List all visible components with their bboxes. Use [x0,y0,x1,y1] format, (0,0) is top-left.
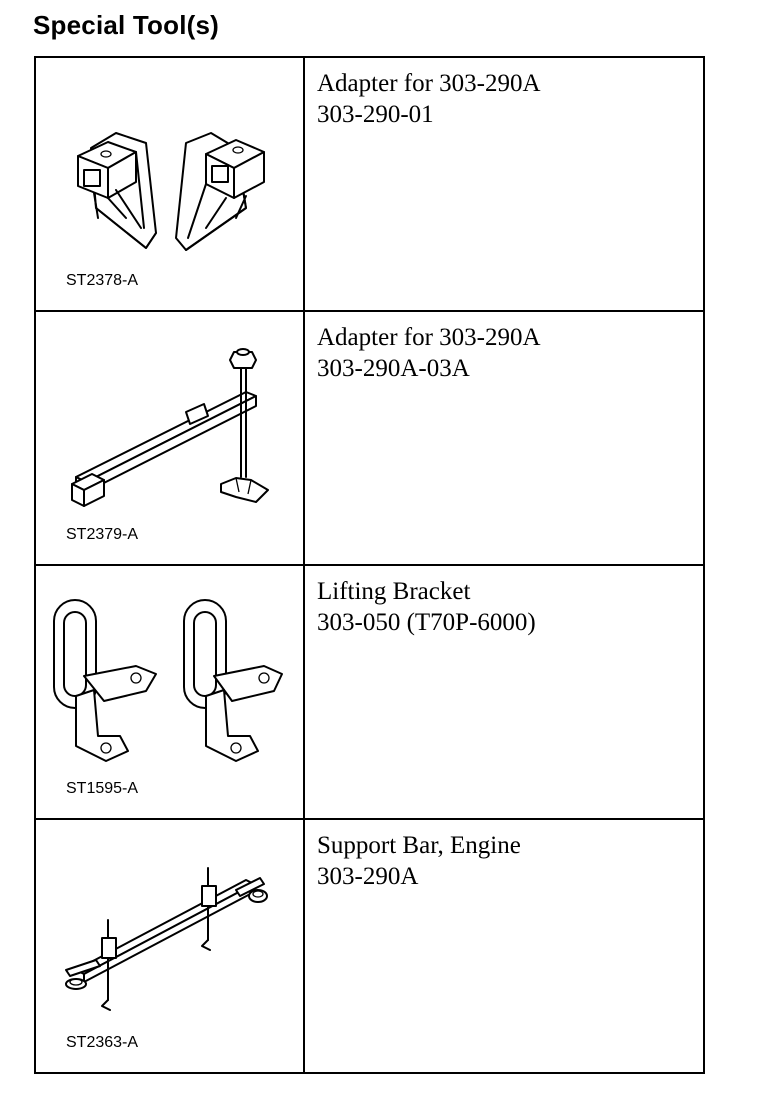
tool-number: 303-290-01 [317,101,434,128]
tool-row [35,819,704,1073]
tool-code: ST2378-A [66,272,139,289]
tool-number: 303-050 (T70P-6000) [317,609,536,636]
tool-description-cell [304,311,704,565]
tool-name: Adapter for 303-290A [317,324,541,351]
tool-description-cell [304,565,704,819]
tool-name: Support Bar, Engine [317,832,521,859]
tool-illustration-cell [35,565,304,819]
tool-code: ST1595-A [66,780,139,797]
tool-illustration-cell [35,819,304,1073]
tool-row [35,311,704,565]
special-tools-table [34,56,705,1074]
tool-row [35,565,704,819]
tool-row [35,57,704,311]
tool-description-cell [304,57,704,311]
tool-number: 303-290A [317,863,419,890]
tool-illustration-cell [35,311,304,565]
tool-number: 303-290A-03A [317,355,470,382]
tool-illustration-cell [35,57,304,311]
tool-code: ST2379-A [66,526,139,543]
tool-code: ST2363-A [66,1034,139,1051]
page-heading: Special Tool(s) [33,10,219,40]
tool-name: Adapter for 303-290A [317,70,541,97]
tool-description-cell [304,819,704,1073]
tool-name: Lifting Bracket [317,578,471,605]
